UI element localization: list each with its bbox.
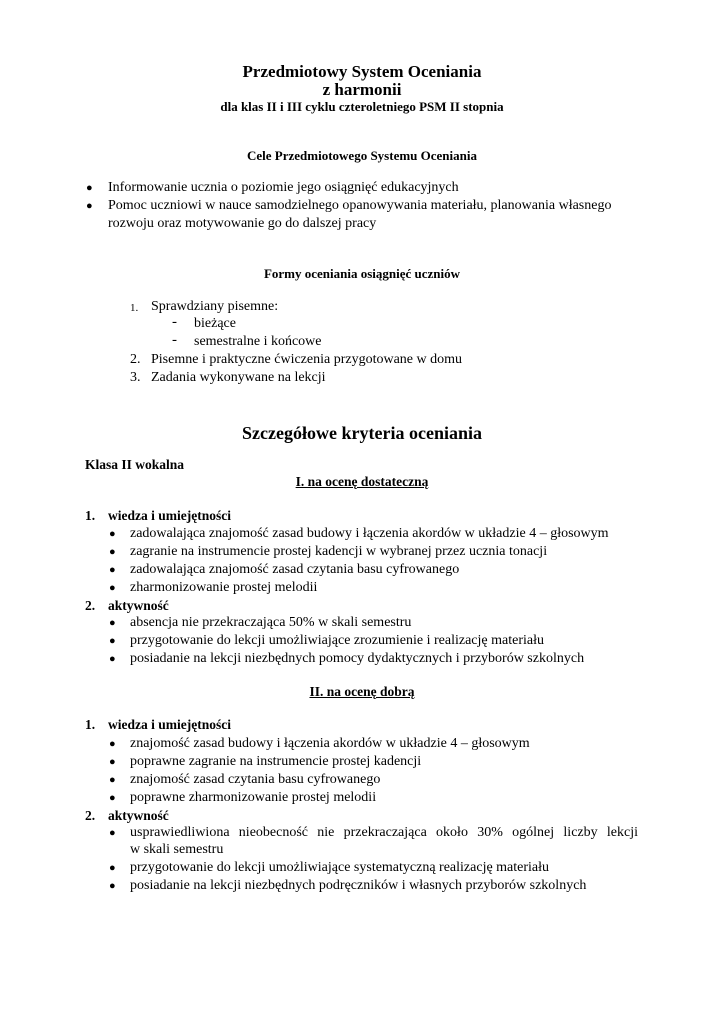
bullet-icon: ● xyxy=(109,792,116,804)
criterion-item: znajomość zasad budowy i łączenia akordów w układzie 4 – głosowym xyxy=(130,736,530,751)
goal-item-continued: rozwoju oraz motywowanie go do dalszej pracy xyxy=(108,216,377,231)
goals-heading: Cele Przedmiotowego Systemu Oceniania xyxy=(247,148,477,163)
section-label: aktywność xyxy=(108,598,169,613)
bullet-icon: ● xyxy=(109,635,116,647)
section-number: 2. xyxy=(85,598,96,613)
section-number: 1. xyxy=(85,717,96,732)
grade-title: II. na ocenę dobrą xyxy=(309,684,415,699)
criterion-item: zagranie na instrumencie prostej kadencji w wybranej przez ucznia tonacji xyxy=(130,544,548,559)
criteria-heading: Szczegółowe kryteria oceniania xyxy=(242,423,482,443)
section-label: aktywność xyxy=(108,808,169,823)
criterion-item: zadowalająca znajomość zasad czytania basu cyfrowanego xyxy=(130,562,460,577)
criterion-item-continued: w skali semestru xyxy=(130,842,224,857)
page-title: Przedmiotowy System Oceniania xyxy=(242,62,482,81)
criterion-item: usprawiedliwiona nieobecność nie przekraczająca około 30% ogólnej liczby lekcji xyxy=(130,825,638,840)
criterion-item: znajomość zasad czytania basu cyfrowanego xyxy=(130,772,381,787)
goal-item: Informowanie ucznia o poziomie jego osiągnięć edukacyjnych xyxy=(108,180,459,195)
form-number: 3. xyxy=(130,370,141,385)
bullet-icon: ● xyxy=(86,200,93,212)
bullet-icon: ● xyxy=(109,880,116,892)
bullet-icon: ● xyxy=(109,756,116,768)
form-item: Pisemne i praktyczne ćwiczenia przygotowane w domu xyxy=(151,352,463,367)
form-item: Zadania wykonywane na lekcji xyxy=(151,370,326,385)
criterion-item: poprawne zagranie na instrumencie prostej kadencji xyxy=(130,754,422,769)
bullet-icon: ● xyxy=(86,182,93,194)
criterion-item: zharmonizowanie prostej melodii xyxy=(130,580,318,595)
goal-item: Pomoc uczniowi w nauce samodzielnego opanowywania materiału, planowania własnego xyxy=(108,198,612,213)
bullet-icon: ● xyxy=(109,862,116,874)
criterion-item: posiadanie na lekcji niezbędnych pomocy dydaktycznych i przyborów szkolnych xyxy=(130,651,585,666)
bullet-icon: ● xyxy=(109,564,116,576)
form-number: 1. xyxy=(130,302,139,314)
bullet-icon: ● xyxy=(109,827,116,839)
dash-icon: - xyxy=(172,314,177,330)
course-info: dla klas II i III cyklu czteroletniego PSM II stopnia xyxy=(220,99,504,114)
bullet-icon: ● xyxy=(109,528,116,540)
form-subitem: bieżące xyxy=(194,316,236,331)
grade-title: I. na ocenę dostateczną xyxy=(295,474,429,489)
criterion-item: przygotowanie do lekcji umożliwiające zrozumienie i realizację materiału xyxy=(130,633,544,648)
page-subtitle: z harmonii xyxy=(322,80,402,99)
bullet-icon: ● xyxy=(109,774,116,786)
bullet-icon: ● xyxy=(109,653,116,665)
criterion-item: posiadanie na lekcji niezbędnych podręczników i własnych przyborów szkolnych xyxy=(130,878,587,893)
section-number: 2. xyxy=(85,808,96,823)
class-label: Klasa II wokalna xyxy=(85,457,185,472)
bullet-icon: ● xyxy=(109,738,116,750)
section-number: 1. xyxy=(85,508,96,523)
bullet-icon: ● xyxy=(109,617,116,629)
forms-heading: Formy oceniania osiągnięć uczniów xyxy=(263,266,461,281)
section-label: wiedza i umiejętności xyxy=(108,717,231,732)
criterion-item: absencja nie przekraczająca 50% w skali semestru xyxy=(130,615,412,630)
bullet-icon: ● xyxy=(109,582,116,594)
criterion-item: zadowalająca znajomość zasad budowy i łączenia akordów w układzie 4 – głosowym xyxy=(130,526,609,541)
form-subitem: semestralne i końcowe xyxy=(194,334,322,349)
criterion-item: poprawne zharmonizowanie prostej melodii xyxy=(130,790,377,805)
form-item: Sprawdziany pisemne: xyxy=(151,299,279,314)
section-label: wiedza i umiejętności xyxy=(108,508,231,523)
dash-icon: - xyxy=(172,332,177,348)
criterion-item: przygotowanie do lekcji umożliwiające systematyczną realizację materiału xyxy=(130,860,550,875)
form-number: 2. xyxy=(130,352,141,367)
bullet-icon: ● xyxy=(109,546,116,558)
